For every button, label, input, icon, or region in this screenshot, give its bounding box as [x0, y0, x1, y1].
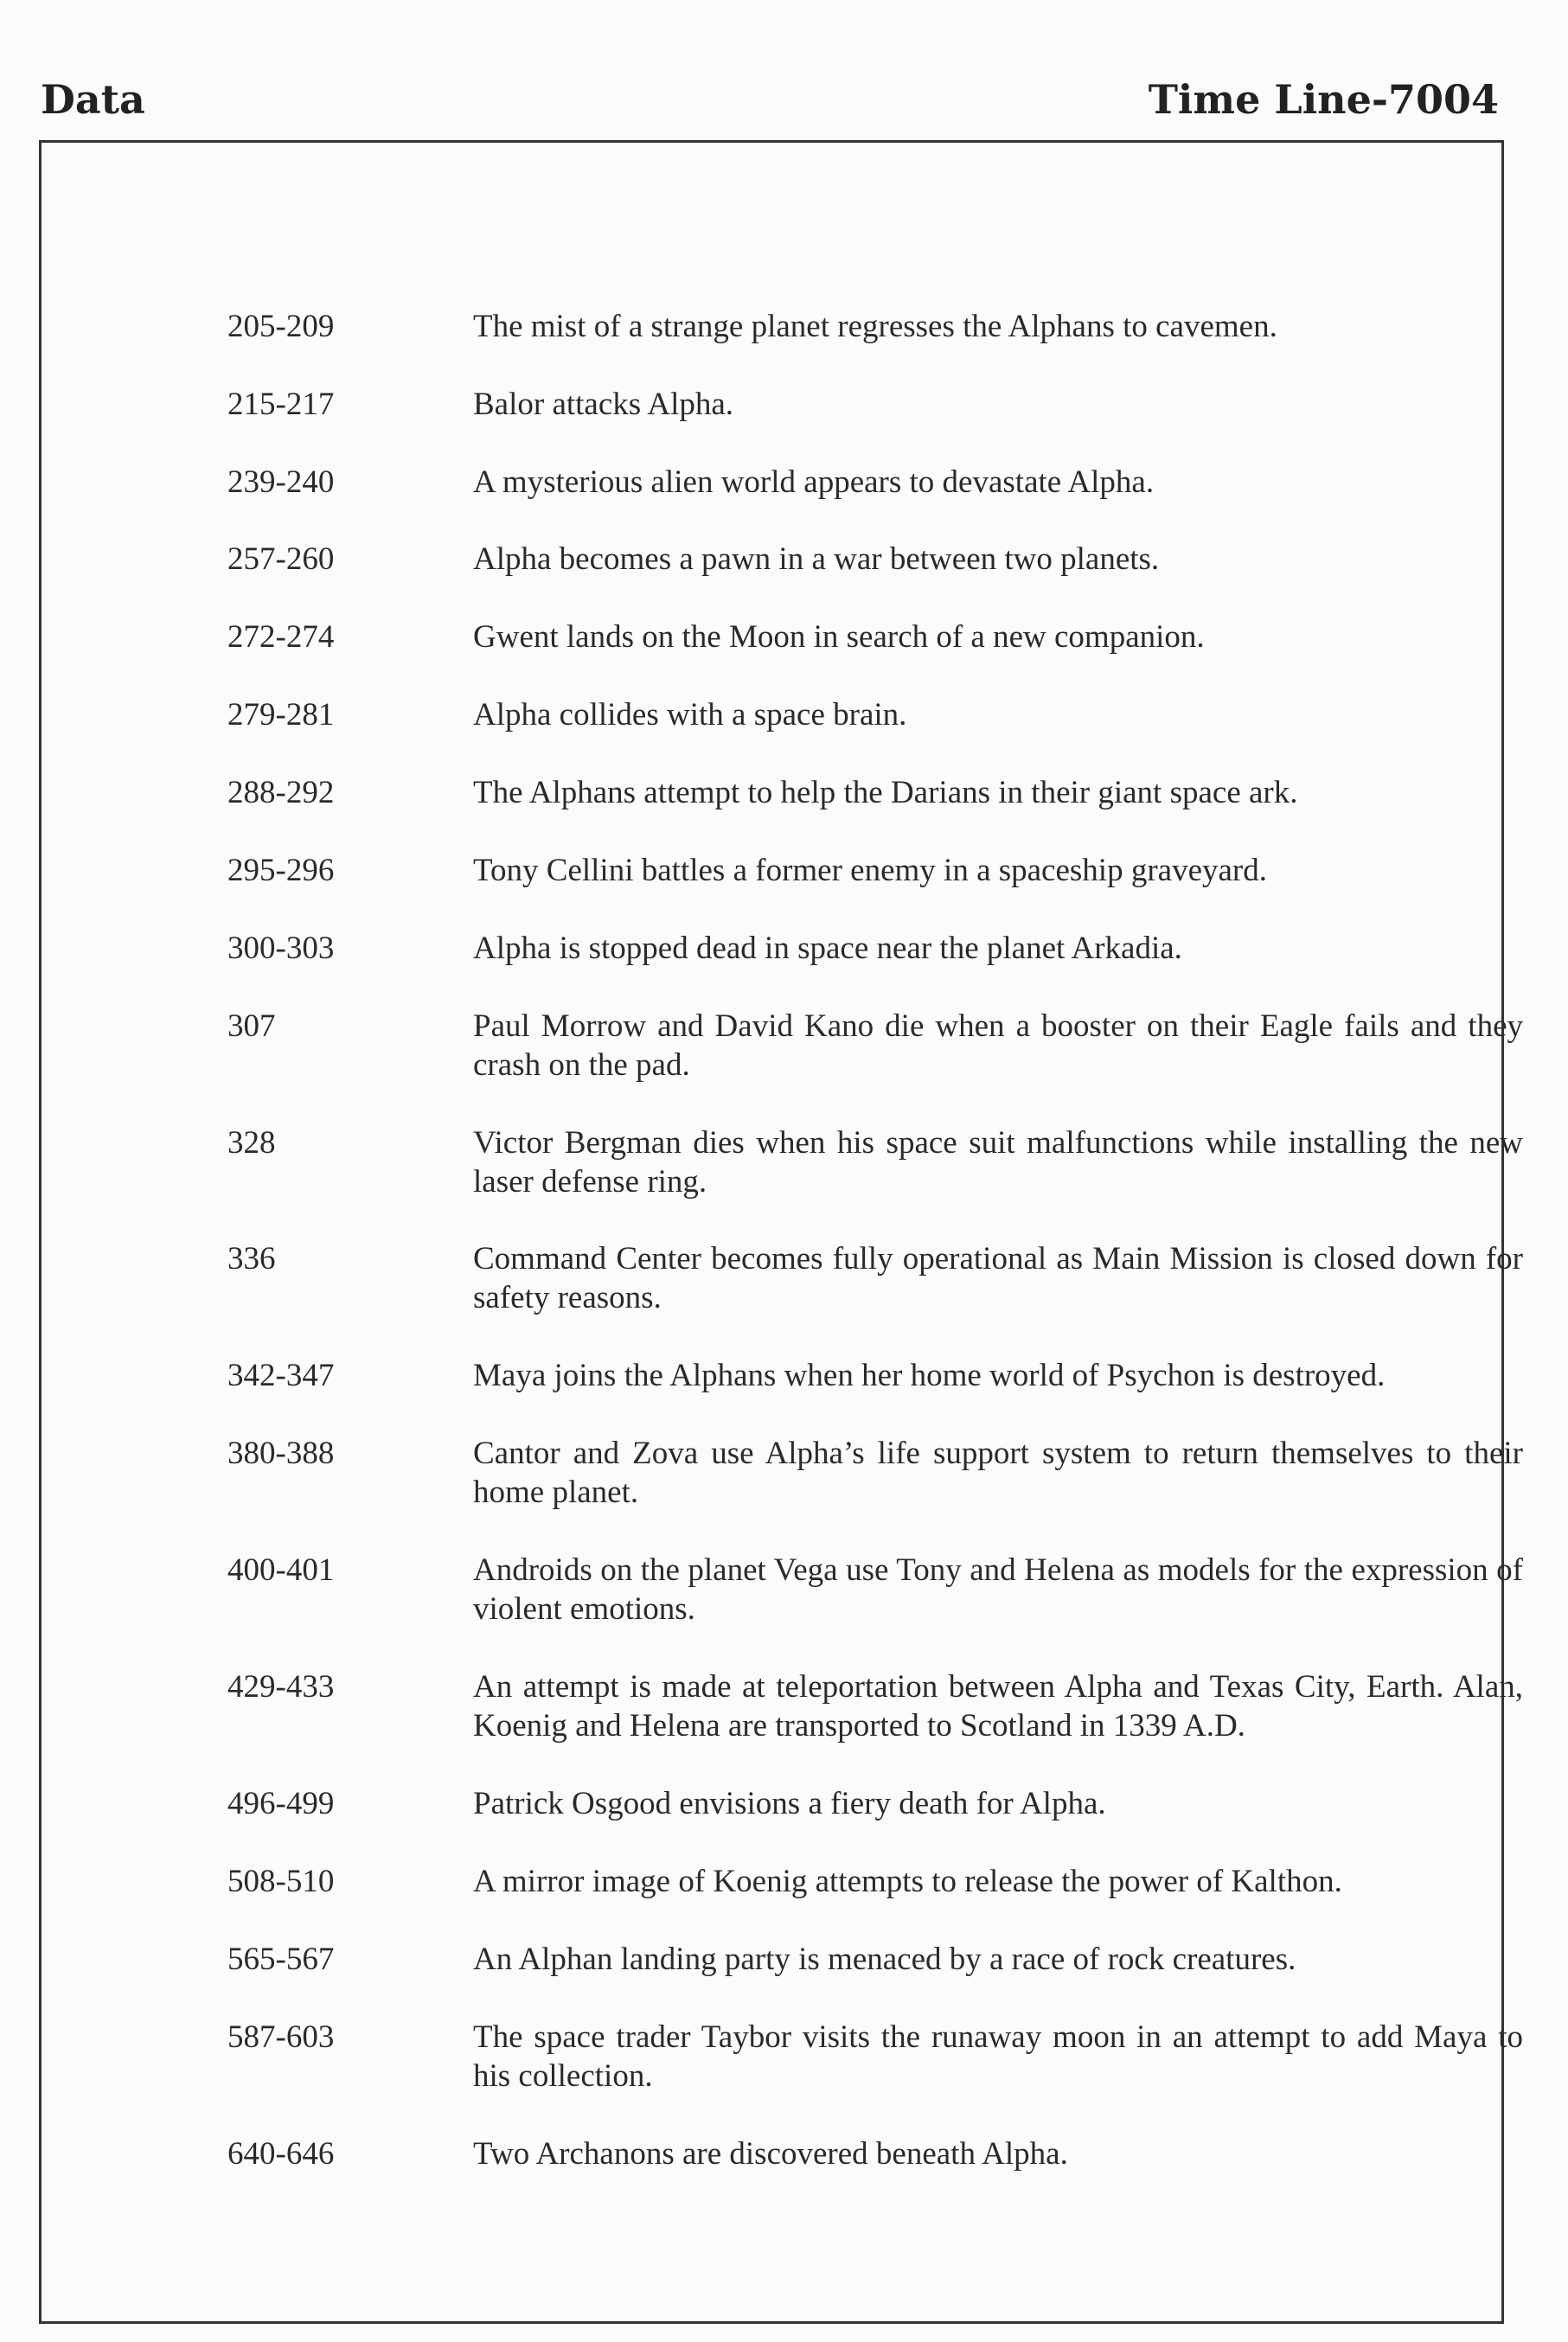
entry-description: An Alphan landing party is menaced by a race of rock creatures.	[473, 1942, 1296, 1977]
entry-range: 587-603	[227, 2019, 335, 2055]
entry-range: 380-388	[227, 1436, 335, 1471]
entry-range: 279-281	[227, 697, 335, 733]
entry-range: 272-274	[227, 619, 335, 655]
entry-range: 295-296	[227, 853, 335, 888]
entry-range: 342-347	[227, 1358, 335, 1393]
entry-range: 215-217	[227, 387, 335, 422]
entry-description: The space trader Taybor visits the runaway moon in an attempt to add Maya to his collection.	[473, 2019, 1523, 2094]
entry-description: Tony Cellini battles a former enemy in a spaceship graveyard.	[473, 853, 1267, 888]
entry-description: Alpha becomes a pawn in a war between two planets.	[473, 541, 1160, 577]
entry-description: Maya joins the Alphans when her home world of Psychon is destroyed.	[473, 1358, 1386, 1393]
entry-range: 640-646	[227, 2136, 335, 2172]
entry-range: 565-567	[227, 1942, 335, 1977]
entry-description: Alpha is stopped dead in space near the planet Arkadia.	[473, 931, 1182, 966]
timeline-frame	[39, 140, 1523, 2324]
entry-range: 257-260	[227, 541, 335, 577]
entry-description: An attempt is made at teleportation between Alpha and Texas City, Earth. Alan, Koenig and Helena are transported to Scotland in 1339 A.D.	[473, 1669, 1523, 1744]
entry-range: 307	[227, 1008, 276, 1044]
entry-description: Patrick Osgood envisions a fiery death for Alpha.	[473, 1786, 1106, 1821]
entry-range: 496-499	[227, 1786, 335, 1821]
entry-description: Command Center becomes fully operational as Main Mission is closed down for safety reasons.	[473, 1241, 1523, 1315]
entry-description: The Alphans attempt to help the Darians in their giant space ark.	[473, 775, 1298, 810]
entry-range: 508-510	[227, 1864, 335, 1899]
entry-description: Two Archanons are discovered beneath Alpha.	[473, 2136, 1068, 2172]
page-title: Time Line-7004	[1148, 76, 1499, 123]
entry-description: A mysterious alien world appears to devastate Alpha.	[473, 464, 1155, 500]
entry-range: 288-292	[227, 775, 335, 810]
entry-description: Alpha collides with a space brain.	[473, 697, 907, 733]
entry-description: Gwent lands on the Moon in search of a new companion.	[473, 619, 1205, 655]
entry-range: 400-401	[227, 1552, 335, 1588]
page-section-label: Data	[41, 76, 145, 123]
entry-description: A mirror image of Koenig attempts to release the power of Kalthon.	[473, 1864, 1342, 1899]
entry-description: Victor Bergman dies when his space suit malfunctions while installing the new laser defense ring.	[473, 1125, 1523, 1200]
entry-description: The mist of a strange planet regresses the Alphans to cavemen.	[473, 309, 1277, 344]
entry-range: 300-303	[227, 931, 335, 966]
entry-description: Androids on the planet Vega use Tony and Helena as models for the expression of violent emotions.	[473, 1552, 1523, 1627]
entry-range: 336	[227, 1241, 276, 1277]
entry-description: Cantor and Zova use Alpha’s life support system to return themselves to their home planet.	[473, 1436, 1523, 1510]
entry-description: Balor attacks Alpha.	[473, 387, 734, 422]
entry-range: 239-240	[227, 464, 335, 500]
entry-range: 205-209	[227, 309, 335, 344]
entry-range: 429-433	[227, 1669, 335, 1705]
entry-range: 328	[227, 1125, 276, 1161]
entry-description: Paul Morrow and David Kano die when a booster on their Eagle fails and they crash on the pad.	[473, 1008, 1523, 1083]
